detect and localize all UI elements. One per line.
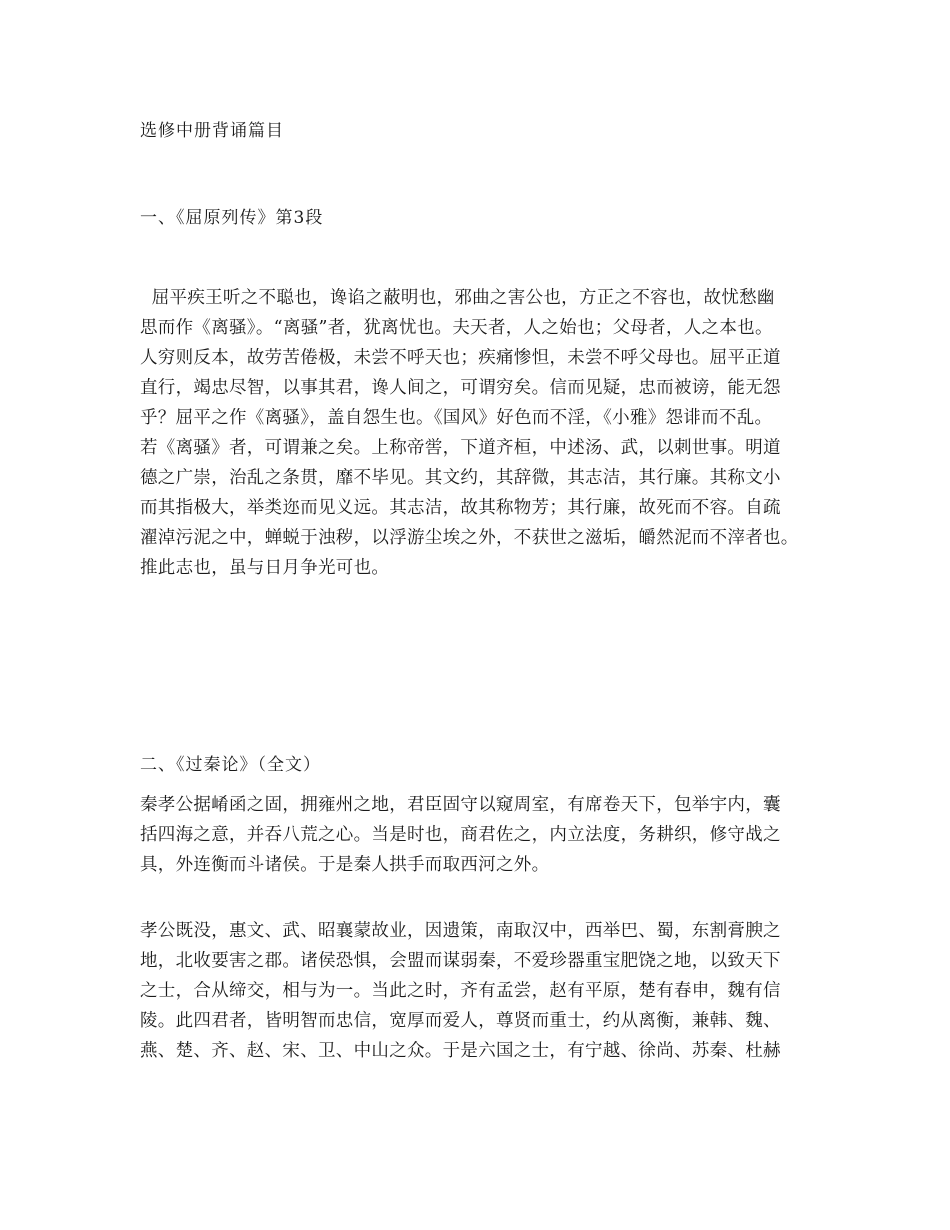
text-line: 孝公既没，惠文、武、昭襄蒙故业，因遗策，南取汉中，西举巴、蜀，东割膏腴之 [140,921,781,941]
text-line: 若《离骚》者，可谓兼之矣。上称帝喾，下道齐桓，中述汤、武，以刺世事。明道 [140,438,781,458]
text-line: 屈平疾王听之不聪也，谗谄之蔽明也，邪曲之害公也，方正之不容也，故忧愁幽 [140,288,775,308]
text-line: 人穷则反本，故劳苦倦极，未尝不呼天也；疾痛惨怛，未尝不呼父母也。屈平正道 [140,348,781,368]
text-line: 燕、楚、齐、赵、宋、卫、中山之众。于是六国之士，有宁越、徐尚、苏秦、杜赫 [140,1041,781,1061]
text-line: 之士，合从缔交，相与为一。当此之时，齐有孟尝，赵有平原，楚有春申，魏有信 [140,981,781,1001]
text-line: 濯淖污泥之中，蝉蜕于浊秽，以浮游尘埃之外，不获世之滋垢，皭然泥而不滓者也。 [140,528,799,548]
section-1-heading: 一、《屈原列传》第3段 [140,208,324,228]
text-line: 而其指极大，举类迩而见义远。其志洁，故其称物芳；其行廉，故死而不容。自疏 [140,498,781,518]
text-line: 思而作《离骚》。“离骚”者，犹离忧也。夫天者，人之始也；父母者，人之本也。 [140,318,773,338]
section-1-paragraph [140,283,840,583]
text-line: 陵。此四君者，皆明智而忠信，宽厚而爱人，尊贤而重士，约从离衡，兼韩、魏、 [140,1011,781,1031]
text-line: 直行，竭忠尽智，以事其君，谗人间之，可谓穷矣。信而见疑，忠而被谤，能无怨 [140,378,781,398]
section-2-paragraph-2 [140,916,840,1066]
text-line: 推此志也，虽与日月争光可也。 [140,558,390,578]
section-2-paragraph-1 [140,790,840,880]
text-line: 德之广崇，治乱之条贯，靡不毕见。其文约，其辞微，其志洁，其行廉。其称文小 [140,468,781,488]
text-line: 秦孝公据崤函之固，拥雍州之地，君臣固守以窥周室，有席卷天下，包举宇内，囊 [140,795,781,815]
text-line: 乎？屈平之作《离骚》，盖自怨生也。《国风》好色而不淫，《小雅》怨诽而不乱。 [140,408,773,428]
text-line: 具，外连衡而斗诸侯。于是秦人拱手而取西河之外。 [140,855,550,875]
document-title: 选修中册背诵篇目 [140,121,284,141]
section-2-heading: 二、《过秦论》（全文） [140,755,321,775]
text-line: 括四海之意，并吞八荒之心。当是时也，商君佐之，内立法度，务耕织，修守战之 [140,825,781,845]
text-line: 地，北收要害之郡。诸侯恐惧，会盟而谋弱秦，不爱珍器重宝肥饶之地，以致天下 [140,951,781,971]
